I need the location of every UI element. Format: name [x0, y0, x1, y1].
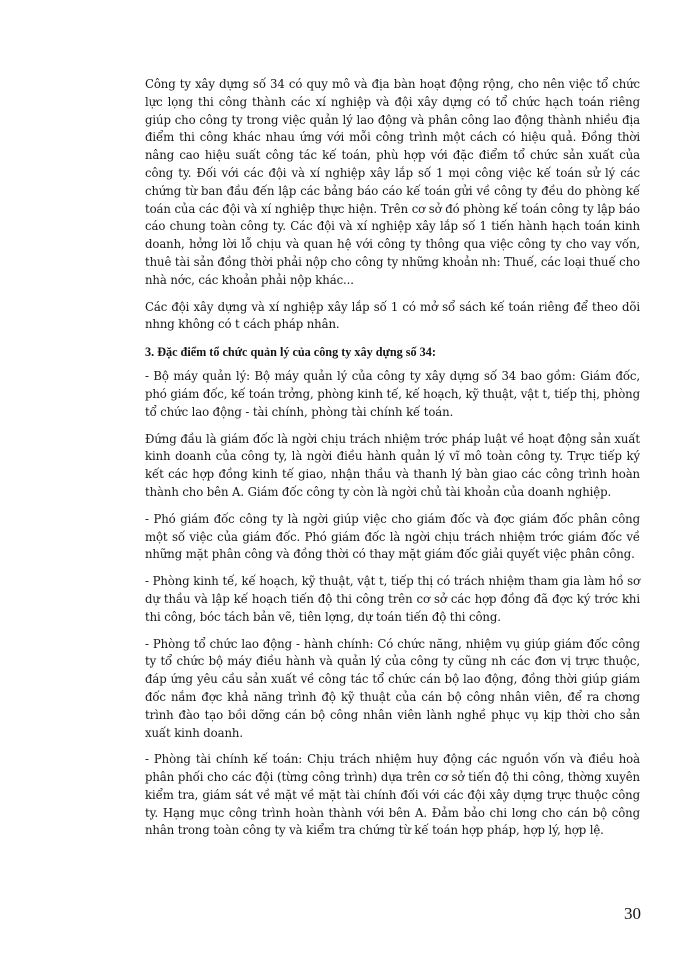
paragraph-deputy-director: - Phó giám đốc công ty là ngời giúp việc cho giám đốc và đợc giám đốc phân công một số việc của giám đốc. Phó giám đốc là ngời chịu trách nhiệm trớc giám đốc về những mặt phân công và đồng thời có thay mặt giám đốc giải quyết việc phân công. — [145, 511, 640, 562]
section-heading: 3. Đặc điểm tổ chức quản lý của công ty xây dựng số 34: — [145, 345, 436, 360]
paragraph-economic-planning-department: - Phòng kinh tế, kế hoạch, kỹ thuật, vật t, tiếp thị có trách nhiệm tham gia làm hồ sơ dự thầu và lập kế hoạch tiến độ thi công trên cơ sở các hợp đồng đã đợc ký trớc khi thi công, bóc tách bản vẽ, tiên lợng, dự toán tiến độ thi công. — [145, 574, 640, 624]
paragraph-company-overview: Công ty xây dựng số 34 có quy mô và địa bàn hoạt động rộng, cho nên việc tổ chức lực lọng thi công thành các xí nghiệp và đội xây dựng có tổ chức hạch toán riêng giúp cho công ty trong việc quản lý lao động và phân công lao động thành nhiều địa điểm thi công khác nhau ứng với mỗi công trình một cách có hiệu quả. Đồng thời nâng cao hiệu suất công tác kế toán, phù hợp với đặc điểm tổ chức sản xuất của công ty. Đối với các đội và xí nghiệp xây lắp số 1 mọi công việc kế toán sử lý các chứng từ ban đầu đến lập các bảng báo cáo kế toán gửi về công ty đều do phòng kế toán của các đội và xí nghiệp thực hiện. Trên cơ sở đó phòng kế toán công ty lập báo cáo chung toàn công ty. Các đội và xí nghiệp xây lắp số 1 tiến hành hạch toán kinh doanh, hởng lời lỗ chịu và quan hệ với công ty thông qua việc công ty cho vay vốn, thuê tài sản đồng thời phải nộp cho công ty những khoản nh: Thuế, các loại thuế cho nhà nớc, các khoản phải nộp khác... — [145, 77, 640, 287]
paragraph-director: Đứng đầu là giám đốc là ngời chịu trách nhiệm trớc pháp luật về hoạt động sản xuất kinh doanh của công ty, là ngời điều hành quản lý vĩ mô toàn công ty. Trực tiếp ký kết các hợp đồng kinh tế giao, nhận thầu và thanh lý bàn giao các công trình hoàn thành cho bên A. Giám đốc công ty còn là ngời chủ tài khoản của doanh nghiệp. — [145, 431, 640, 499]
page-body — [145, 76, 640, 849]
paragraph-management-structure: - Bộ máy quản lý: Bộ máy quản lý của công ty xây dựng số 34 bao gồm: Giám đốc, phó giám đốc, kế toán trởng, phòng kinh tế, kế hoạch, kỹ thuật, vật t, tiếp thị, phòng tổ chức lao động - tài chính, phòng tài chính kế toán. — [145, 369, 640, 419]
paragraph-labor-administration-department: - Phòng tổ chức lao động - hành chính: Có chức năng, nhiệm vụ giúp giám đốc công ty tổ chức bộ máy điều hành và quản lý của công ty cũng nh các đơn vị trực thuộc, đáp ứng yêu cầu sản xuất về công tác tổ chức cán bộ lao động, đồng thời giúp giám đốc nắm đợc khả năng trình độ kỹ thuật của cán bộ công nhân viên, để ra chơng trình đào tạo bồi dỡng cán bộ công nhân viên lành nghề phục vụ kịp thời cho sản xuất kinh doanh. — [145, 636, 640, 740]
paragraph-accounting-books: Các đội xây dựng và xí nghiệp xây lắp số 1 có mở sổ sách kế toán riêng để theo dõi nhng không có t cách pháp nhân. — [145, 299, 640, 332]
page-number: 30 — [624, 904, 641, 923]
paragraph-finance-accounting-department: - Phòng tài chính kế toán: Chịu trách nhiệm huy động các nguồn vốn và điều hoà phân phối cho các đội (từng công trình) dựa trên cơ sở tiến độ thi công, thờng xuyên kiểm tra, giám sát về mặt về mặt tài chính đối với các đội xây dựng trực thuộc công ty. Hạng mục công trình hoàn thành với bên A. Đảm bảo chi lơng cho cán bộ công nhân trong toàn công ty và kiểm tra chứng từ kế toán hợp pháp, hợp lý, hợp lệ. — [145, 752, 640, 838]
